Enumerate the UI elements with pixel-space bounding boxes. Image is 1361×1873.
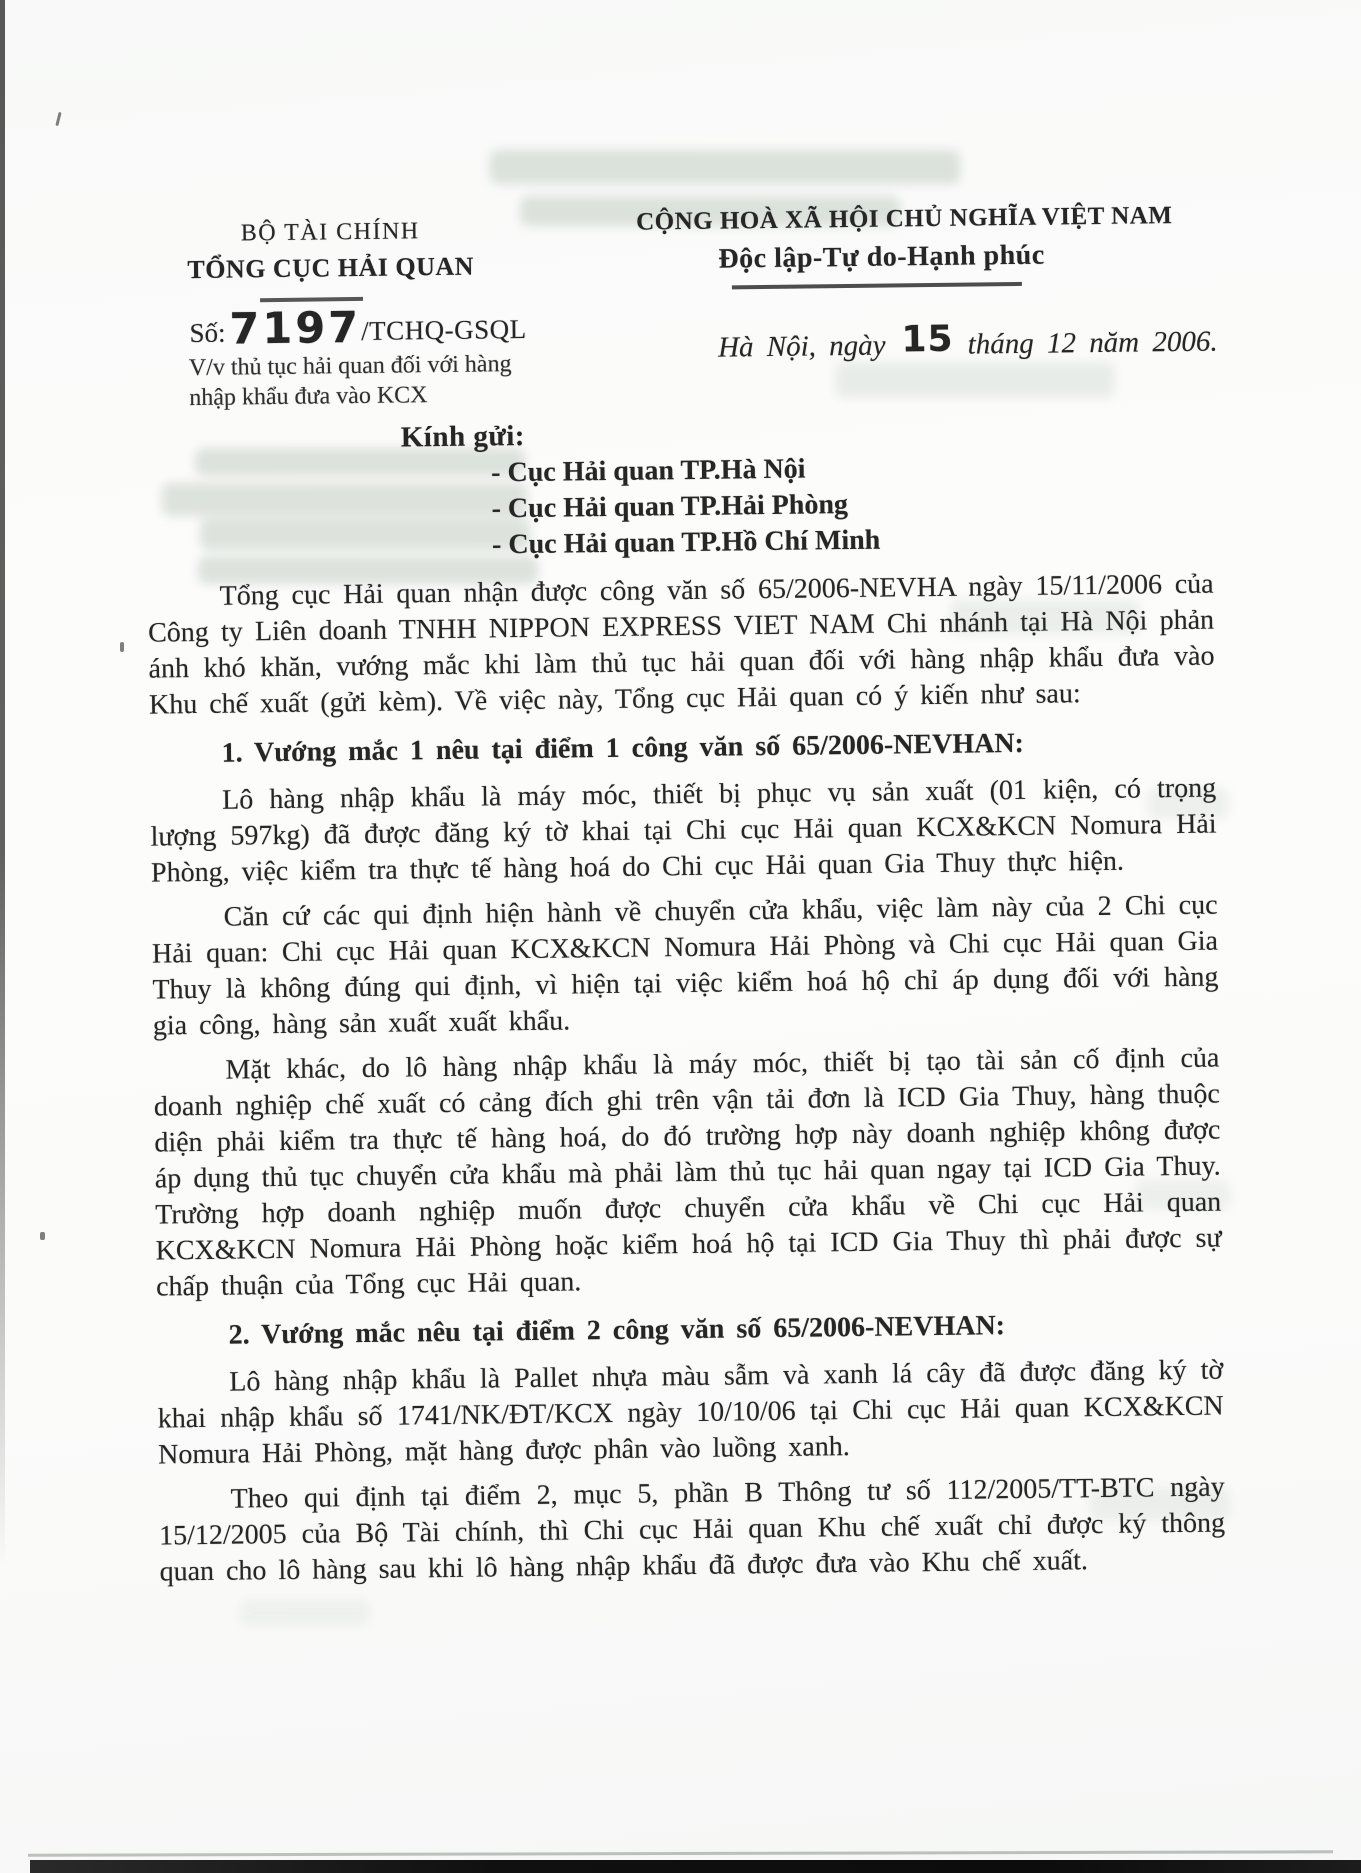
section-heading-2: 2. Vướng mắc nêu tại điểm 2 công văn số 65/2006-NEVHAN:: [228, 1310, 1006, 1351]
recipient-list: [491, 451, 881, 564]
issuer-block: [184, 218, 477, 286]
body-paragraph: Mặt khác, do lô hàng nhập khẩu là máy móc, thiết bị tạo tài sản cố định của doanh nghiệp chế xuất có cảng đích ghi trên vận tải đơn là ICD Gia Thuy, hàng thuộc diện phải kiểm tra thực tế hàng hoá, do đó trường hợp này doanh nghiệp không được áp dụng thủ tục chuyển cửa khẩu mà phải làm thủ tục hải quan ngay tại ICD Gia Thuy. Trường hợp doanh nghiệp muốn được chuyển cửa khẩu về Chi cục Hải quan KCX&KCN Nomura Hải Phòng hoặc kiểm hoá hộ tại ICD Gia Thuy thì phải được sự chấp thuận của Tổng cục Hải quan.: [153, 1042, 1222, 1303]
motto-line1: CỘNG HOÀ XÃ HỘI CHỦ NGHĨA VIỆT NAM: [635, 202, 1173, 236]
date-suffix: tháng 12 năm 2006.: [967, 325, 1218, 361]
body-paragraph: Theo qui định tại điểm 2, mục 5, phần B Thông tư số 112/2005/TT-BTC ngày 15/12/2005 của Bộ Tài chính, thì Chi cục Hải quan Khu chế xuất chỉ được ký thông quan cho lô hàng sau khi lô hàng nhập khẩu đã được đưa vào Khu chế xuất.: [158, 1471, 1226, 1588]
date-line: [612, 319, 1217, 367]
body-paragraph: Lô hàng nhập khẩu là Pallet nhựa màu sẫm và xanh lá cây đã được đăng ký tờ khai nhập khẩu số 1741/NK/ĐT/KCX ngày 10/10/06 tại Chi cục Hải quan KCX&KCN Nomura Hải Phòng, mặt hàng được phân vào luồng xanh.: [157, 1354, 1224, 1471]
issuer-ministry: BỘ TÀI CHÍNH: [240, 218, 420, 247]
document-number: [189, 301, 527, 355]
body-paragraph: Lô hàng nhập khẩu là máy móc, thiết bị phục vụ sản xuất (01 kiện, có trọng lượng 597kg) đã được đăng ký tờ khai tại Chi cục Hải quan KCX&KCN Nomura Hải Phòng, việc kiểm tra thực tế hàng hoá do Chi cục Hải quan Gia Thuy thực hiện.: [150, 772, 1217, 889]
section-heading-1: 1. Vướng mắc 1 nêu tại điểm 1 công văn số 65/2006-NEVHAN:: [221, 727, 1025, 769]
motto-underline: [732, 282, 1022, 290]
document-number-value: 7197: [229, 302, 362, 355]
motto-line2: Độc lập-Tự do-Hạnh phúc: [718, 239, 1045, 275]
body-paragraph: Căn cứ các qui định hiện hành về chuyển cửa khẩu, việc làm này của 2 Chi cục Hải quan: Chi cục Hải quan KCX&KCN Nomura Hải Phòng và Chi cục Hải quan Gia Thuy là không đúng qui định, vì hiện tại việc kiểm hoá hộ chỉ áp dụng đối với hàng gia công, hàng sản xuất xuất khẩu.: [151, 889, 1219, 1042]
date-prefix: Hà Nội, ngày: [717, 329, 886, 364]
recipient-item: - Cục Hải quan TP.Hải Phòng: [491, 489, 849, 525]
issuer-underline: [260, 297, 363, 302]
document-number-label: Số:: [189, 317, 226, 349]
document-body: [147, 567, 1225, 1600]
document-number-suffix: /TCHQ-GSQL: [360, 313, 527, 346]
recipient-item: - Cục Hải quan TP.Hồ Chí Minh: [491, 524, 881, 561]
date-day-stamp: 15: [901, 318, 954, 361]
salutation: Kính gửi:: [400, 419, 526, 454]
scan-edge-left: [0, 0, 5, 1565]
subject-line: V/v thủ tục hải quan đối với hàng nhập khẩu đưa vào KCX: [188, 351, 512, 412]
issuer-department: TỔNG CỤC HẢI QUAN: [187, 251, 475, 285]
scan-edge-bottom-strip: [30, 1860, 1361, 1873]
recipient-item: - Cục Hải quan TP.Hà Nội: [490, 453, 806, 489]
body-paragraph: Tổng cục Hải quan nhận được công văn số 65/2006-NEVHA ngày 15/11/2006 của Công ty Liên doanh TNHH NIPPON EXPRESS VIET NAM Chi nhánh tại Hà Nội phản ánh khó khăn, vướng mắc khi làm thủ tục hải quan đối với hàng nhập khẩu đưa vào Khu chế xuất (gửi kèm). Về việc này, Tổng cục Hải quan có ý kiến như sau:: [147, 568, 1215, 721]
national-motto-block: [635, 202, 1173, 277]
